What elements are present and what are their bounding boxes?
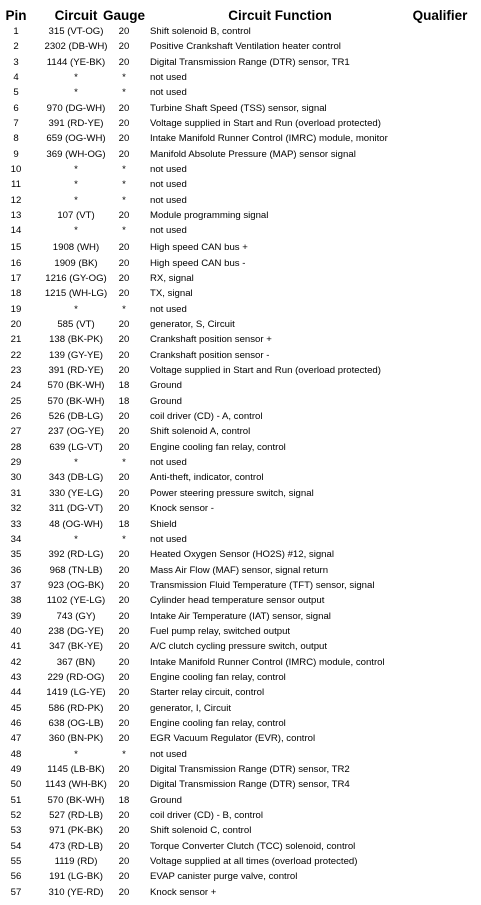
circuit-function-cell: not used [150,303,187,315]
table-row [0,455,481,470]
circuit-cell: 970 (DG-WH) [46,102,106,114]
gauge-cell: 20 [118,595,130,607]
table-row [0,378,481,393]
table-row [0,101,481,116]
circuit-function-cell: Shield [150,518,177,530]
header-gauge: Gauge [102,8,145,23]
circuit-cell: * [74,179,78,191]
gauge-cell: 20 [118,702,130,714]
table-row [0,332,481,347]
gauge-cell: 20 [118,41,130,53]
circuit-function-cell: Power steering pressure switch, signal [150,487,314,499]
pin-cell: 14 [10,225,22,237]
gauge-cell: 20 [118,133,130,145]
circuit-cell: 191 (LG-BK) [49,871,103,883]
circuit-function-cell: Intake Manifold Runner Control (IMRC) module, control [150,656,385,668]
table-row [0,70,481,85]
gauge-cell: 20 [118,625,130,637]
circuit-function-cell: not used [150,179,187,191]
pin-cell: 35 [10,549,22,561]
circuit-cell: 391 (RD-YE) [48,118,104,130]
gauge-cell: * [122,303,126,315]
circuit-cell: 360 (BN-PK) [48,733,104,745]
pin-cell: 43 [10,671,22,683]
circuit-function-cell: Voltage supplied in Start and Run (overload protected) [150,365,381,377]
gauge-cell: 20 [118,656,130,668]
circuit-function-cell: Anti-theft, indicator, control [150,472,264,484]
pin-cell: 18 [10,288,22,300]
pin-cell: 37 [10,579,22,591]
pin-cell: 4 [13,72,19,84]
circuit-function-cell: not used [150,164,187,176]
gauge-cell: 20 [118,503,130,515]
pin-cell: 27 [10,426,22,438]
circuit-function-cell: coil driver (CD) - A, control [150,411,263,423]
table-row [0,716,481,731]
circuit-function-cell: EGR Vacuum Regulator (EVR), control [150,733,316,745]
header-qualifier: Qualifier [412,8,468,23]
table-row [0,762,481,777]
circuit-function-cell: High speed CAN bus - [150,257,246,269]
gauge-cell: 20 [118,365,130,377]
table-row [0,747,481,762]
pin-cell: 11 [11,179,21,191]
pin-cell: 19 [10,303,22,315]
gauge-cell: * [122,225,126,237]
gauge-cell: 20 [118,579,130,591]
circuit-cell: 1215 (WH-LG) [44,288,108,300]
table-row [0,256,481,271]
gauge-cell: 20 [118,349,130,361]
table-row [0,885,481,900]
circuit-function-cell: Turbine Shaft Speed (TSS) sensor, signal [150,102,327,114]
table-row [0,240,481,255]
circuit-cell: 107 (VT) [57,210,95,222]
pin-cell: 23 [10,365,22,377]
circuit-cell: 343 (DB-LG) [48,472,104,484]
gauge-cell: 18 [118,794,130,806]
circuit-function-cell: Voltage supplied at all times (overload protected) [150,856,358,868]
gauge-cell: * [122,72,126,84]
pin-cell: 49 [10,764,22,775]
circuit-cell: * [74,164,78,176]
gauge-cell: 20 [118,102,130,114]
table-row [0,655,481,670]
gauge-cell: * [122,748,126,760]
pin-cell: 31 [10,487,22,499]
circuit-function-cell: Torque Converter Clutch (TCC) solenoid, control [150,840,356,852]
gauge-cell: 20 [118,840,130,852]
table-row [0,547,481,562]
table-row [0,363,481,378]
pin-cell: 22 [10,349,22,361]
pin-cell: 38 [10,595,22,607]
table-row [0,578,481,593]
pin-cell: 57 [10,886,22,898]
gauge-cell: 20 [118,334,130,346]
circuit-function-cell: Digital Transmission Range (DTR) sensor, TR1 [150,56,350,68]
table-row [0,609,481,624]
gauge-cell: 18 [118,518,130,530]
circuit-cell: 367 (BN) [56,656,96,668]
circuit-cell: * [74,533,78,545]
circuit-function-cell: Starter relay circuit, control [150,687,265,699]
table-row [0,470,481,485]
table-row [0,639,481,654]
circuit-function-cell: generator, I, Circuit [150,702,232,714]
gauge-cell: * [122,87,126,99]
circuit-function-cell: Intake Air Temperature (IAT) sensor, signal [150,610,331,622]
gauge-cell: 20 [118,426,130,438]
pin-cell: 55 [10,856,22,868]
circuit-function-cell: Ground [150,395,182,407]
gauge-cell: 20 [118,717,130,729]
circuit-function-cell: Shift solenoid C, control [150,825,252,837]
circuit-function-cell: Voltage supplied in Start and Run (overload protected) [150,118,381,130]
gauge-cell: 20 [118,319,130,331]
table-row [0,193,481,208]
header-pin: Pin [5,8,27,23]
pin-cell: 1 [13,26,19,37]
gauge-cell: * [122,457,126,469]
gauge-cell: 20 [118,273,130,284]
table-row [0,208,481,223]
pin-cell: 3 [13,56,19,68]
circuit-function-cell: RX, signal [150,273,194,284]
circuit-cell: 229 (RD-OG) [47,671,105,683]
circuit-function-cell: Digital Transmission Range (DTR) sensor, TR2 [150,764,350,775]
table-row [0,162,481,177]
circuit-cell: 1908 (WH) [52,242,100,254]
gauge-cell: 20 [118,288,130,300]
circuit-cell: 1144 (YE-BK) [46,56,106,68]
table-row [0,486,481,501]
circuit-function-cell: Knock sensor + [150,886,217,898]
pin-cell: 34 [10,533,22,545]
circuit-cell: 391 (RD-YE) [48,365,104,377]
circuit-function-cell: Heated Oxygen Sensor (HO2S) #12, signal [150,549,334,561]
gauge-cell: 20 [118,641,130,653]
circuit-function-cell: EVAP canister purge valve, control [150,871,298,883]
circuit-cell: * [74,72,78,84]
table-row [0,532,481,547]
table-row [0,839,481,854]
circuit-function-cell: Engine cooling fan relay, control [150,717,286,729]
pin-cell: 16 [10,257,22,269]
table-row [0,593,481,608]
circuit-function-cell: Shift solenoid A, control [150,426,251,438]
pin-cell: 5 [13,87,19,99]
table-row [0,147,481,162]
circuit-cell: 473 (RD-LB) [49,840,103,852]
pin-cell: 13 [10,210,22,222]
circuit-cell: 570 (BK-WH) [47,794,105,806]
circuit-function-cell: not used [150,87,187,99]
gauge-cell: * [122,194,126,206]
pin-cell: 51 [10,794,22,806]
gauge-cell: * [122,533,126,545]
table-row [0,701,481,716]
circuit-cell: 1102 (YE-LG) [46,595,106,607]
gauge-cell: 20 [118,210,130,222]
circuit-cell: 237 (OG-YE) [48,426,104,438]
table-row [0,854,481,869]
circuit-cell: 1216 (GY-OG) [45,273,107,284]
circuit-function-cell: not used [150,533,187,545]
circuit-cell: 138 (BK-PK) [49,334,103,346]
pin-cell: 10 [10,164,22,176]
gauge-cell: 20 [118,441,130,453]
table-row [0,793,481,808]
table-row [0,116,481,131]
table-row [0,731,481,746]
table-row [0,271,481,286]
pin-cell: 48 [10,748,22,760]
table-row [0,808,481,823]
gauge-cell: 20 [118,825,130,837]
pin-cell: 45 [10,702,22,714]
circuit-cell: 527 (RD-LB) [49,810,103,822]
pin-cell: 17 [10,273,22,284]
circuit-cell: * [74,87,78,99]
circuit-cell: 2302 (DB-WH) [44,41,108,53]
pin-cell: 47 [10,733,22,745]
table-body [0,24,481,900]
header-circuit-function: Circuit Function [228,8,332,23]
pin-cell: 53 [10,825,22,837]
circuit-function-cell: Module programming signal [150,210,269,222]
circuit-cell: * [74,457,78,469]
table-row [0,517,481,532]
gauge-cell: 20 [118,148,130,160]
pin-cell: 30 [10,472,22,484]
gauge-cell: * [122,179,126,191]
circuit-cell: 311 (DG-VT) [48,503,104,515]
circuit-cell: 1909 (BK) [54,257,98,269]
circuit-cell: 570 (BK-WH) [47,380,105,392]
pin-cell: 54 [10,840,22,852]
table-row [0,348,481,363]
pin-cell: 33 [10,518,22,530]
gauge-cell: 20 [118,549,130,561]
table-row [0,85,481,100]
gauge-cell: 20 [118,487,130,499]
gauge-cell: 20 [118,564,130,576]
circuit-cell: 139 (GY-YE) [48,349,104,361]
pin-cell: 28 [10,441,22,453]
circuit-cell: * [74,748,78,760]
circuit-function-cell: not used [150,194,187,206]
gauge-cell: 20 [118,810,130,822]
pin-cell: 50 [10,779,22,791]
circuit-function-cell: Engine cooling fan relay, control [150,671,286,683]
circuit-function-cell: not used [150,457,187,469]
gauge-cell: 20 [118,856,130,868]
circuit-cell: 369 (WH-OG) [46,148,106,160]
gauge-cell: 20 [118,764,130,775]
gauge-cell: 20 [118,871,130,883]
circuit-cell: 743 (GY) [56,610,96,622]
table-row [0,670,481,685]
circuit-cell: * [74,303,78,315]
circuit-function-cell: Engine cooling fan relay, control [150,441,286,453]
gauge-cell: 20 [118,472,130,484]
table-row [0,624,481,639]
circuit-cell: 392 (RD-LG) [48,549,104,561]
gauge-cell: 20 [118,411,130,423]
table-row [0,24,481,39]
circuit-cell: 310 (YE-RD) [48,886,104,898]
circuit-function-cell: Transmission Fluid Temperature (TFT) sensor, signal [150,579,375,591]
circuit-cell: 48 (OG-WH) [49,518,103,530]
gauge-cell: 20 [118,671,130,683]
circuit-function-cell: Mass Air Flow (MAF) sensor, signal return [150,564,329,576]
gauge-cell: 20 [118,56,130,68]
table-row [0,869,481,884]
circuit-function-cell: generator, S, Circuit [150,319,235,331]
pin-cell: 26 [10,411,22,423]
circuit-function-cell: not used [150,748,187,760]
circuit-cell: 971 (PK-BK) [49,825,103,837]
circuit-cell: 923 (OG-BK) [48,579,104,591]
table-row [0,823,481,838]
circuit-cell: 526 (DB-LG) [48,411,104,423]
circuit-function-cell: A/C clutch cycling pressure switch, output [150,641,328,653]
table-row [0,685,481,700]
circuit-function-cell: Ground [150,794,182,806]
circuit-cell: 1145 (LB-BK) [47,764,105,775]
circuit-cell: 1419 (LG-YE) [46,687,106,699]
circuit-function-cell: Shift solenoid B, control [150,26,251,37]
table-row [0,39,481,54]
gauge-cell: 20 [118,886,130,898]
pin-cell: 25 [10,395,22,407]
pin-cell: 29 [10,457,22,469]
gauge-cell: 18 [118,395,130,407]
pin-cell: 46 [10,717,22,729]
pin-cell: 39 [10,610,22,622]
circuit-cell: 659 (OG-WH) [46,133,106,145]
table-row [0,317,481,332]
table-row [0,286,481,301]
table-row [0,409,481,424]
circuit-function-cell: Crankshaft position sensor + [150,334,272,346]
circuit-function-cell: Knock sensor - [150,503,214,515]
table-row [0,131,481,146]
pin-cell: 21 [10,334,22,346]
circuit-cell: 586 (RD-PK) [48,702,104,714]
circuit-cell: 238 (DG-YE) [48,625,104,637]
gauge-cell: 20 [118,242,130,254]
table-row [0,394,481,409]
circuit-function-cell: Cylinder head temperature sensor output [150,595,325,607]
pin-cell: 9 [13,148,19,160]
circuit-function-cell: Positive Crankshaft Ventilation heater control [150,41,341,53]
circuit-cell: 315 (VT-OG) [48,26,104,37]
circuit-function-cell: Fuel pump relay, switched output [150,625,291,637]
circuit-function-cell: Ground [150,380,182,392]
pin-cell: 8 [13,133,19,145]
gauge-cell: 20 [118,257,130,269]
table-row [0,777,481,792]
table-row [0,440,481,455]
pin-cell: 24 [10,380,22,392]
pin-cell: 36 [10,564,22,576]
circuit-function-cell: Intake Manifold Runner Control (IMRC) module, monitor [150,133,388,145]
gauge-cell: 20 [118,733,130,745]
circuit-cell: 968 (TN-LB) [49,564,103,576]
pin-cell: 12 [10,194,22,206]
table-row [0,223,481,238]
gauge-cell: 20 [118,610,130,622]
circuit-cell: 1143 (WH-BK) [45,779,107,791]
circuit-cell: 1119 (RD) [54,856,98,868]
circuit-function-cell: Manifold Absolute Pressure (MAP) sensor signal [150,148,356,160]
table-row [0,177,481,192]
circuit-cell: * [74,225,78,237]
circuit-cell: 570 (BK-WH) [47,395,105,407]
gauge-cell: 20 [118,118,130,130]
circuit-cell: 347 (BK-YE) [49,641,103,653]
gauge-cell: 20 [118,26,130,37]
table-row [0,55,481,70]
pin-cell: 40 [10,625,22,637]
pin-cell: 44 [10,687,22,699]
gauge-cell: 18 [118,380,130,392]
circuit-function-cell: Crankshaft position sensor - [150,349,270,361]
circuit-function-cell: not used [150,225,187,237]
table-row [0,501,481,516]
pin-cell: 6 [13,102,19,114]
circuit-cell: 639 (LG-VT) [49,441,103,453]
pin-cell: 56 [10,871,22,883]
table-row [0,563,481,578]
pin-cell: 52 [10,810,22,822]
pin-cell: 41 [10,641,22,653]
pin-cell: 7 [13,118,19,130]
pin-cell: 2 [13,41,19,53]
header-circuit: Circuit [54,8,98,23]
gauge-cell: * [122,164,126,176]
table-row [0,424,481,439]
circuit-function-cell: coil driver (CD) - B, control [150,810,264,822]
pin-cell: 20 [10,319,22,331]
circuit-cell: * [74,194,78,206]
pin-cell: 15 [10,242,22,254]
circuit-function-cell: Digital Transmission Range (DTR) sensor, TR4 [150,779,350,791]
pin-cell: 42 [10,656,22,668]
circuit-function-cell: High speed CAN bus + [150,242,248,254]
table-row [0,302,481,317]
circuit-cell: 638 (OG-LB) [48,717,104,729]
pin-cell: 32 [10,503,22,515]
gauge-cell: 20 [118,687,130,699]
circuit-function-cell: not used [150,72,187,84]
circuit-cell: 330 (YE-LG) [49,487,103,499]
circuit-function-cell: TX, signal [150,288,193,300]
circuit-cell: 585 (VT) [57,319,95,331]
gauge-cell: 20 [118,779,130,791]
